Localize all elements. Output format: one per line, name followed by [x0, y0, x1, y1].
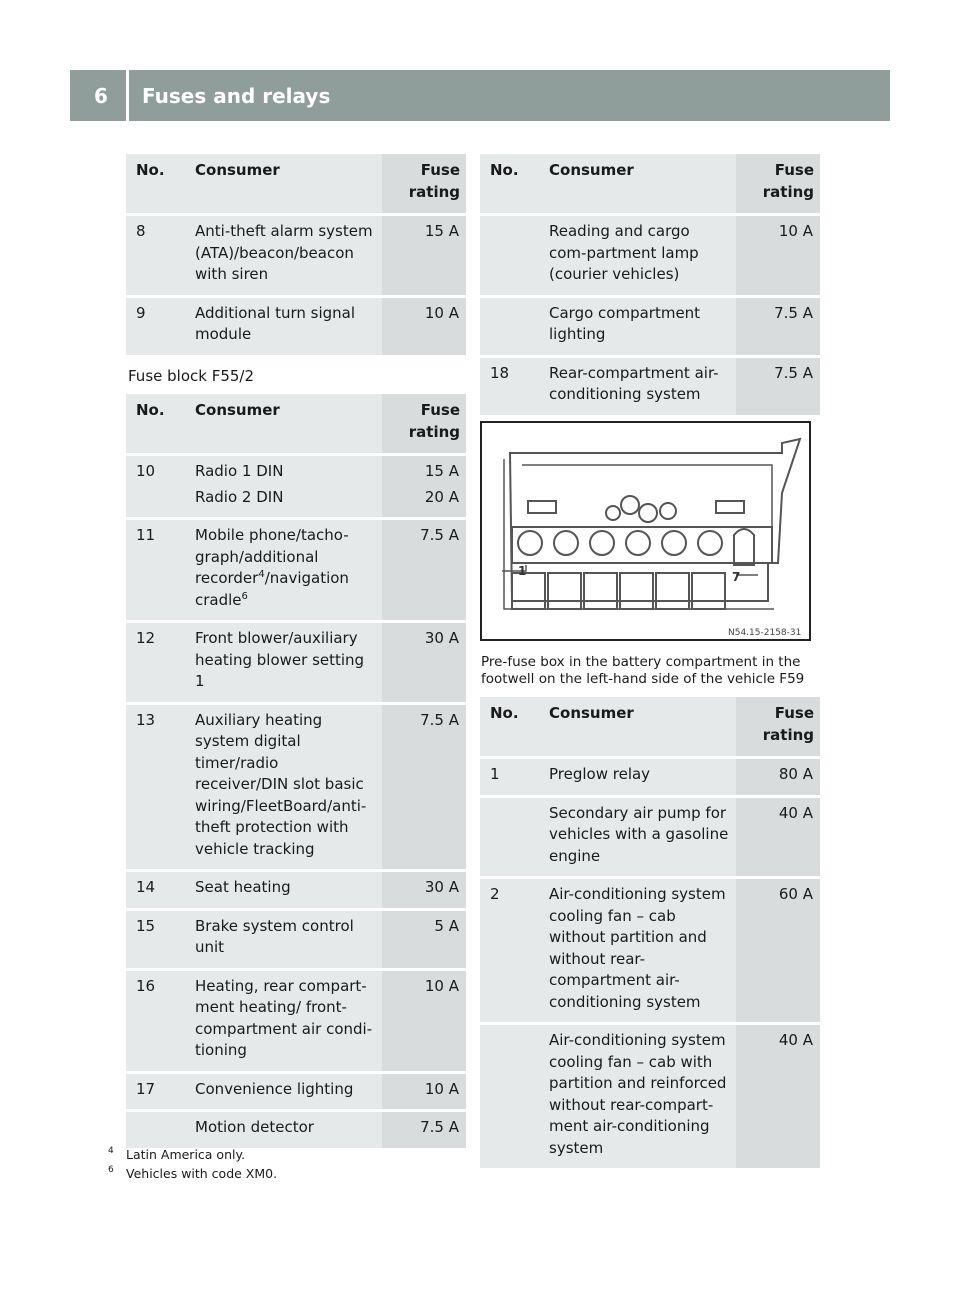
- fuse-consumer: Preglow relay: [539, 759, 736, 795]
- fuse-consumer: Additional turn signal module: [185, 298, 382, 355]
- figure-code: N54.15-2158-31: [728, 628, 802, 638]
- column-header-no: No.: [126, 154, 185, 213]
- fuse-consumer: Convenience lighting: [185, 1074, 382, 1110]
- column-header-consumer: Consumer: [185, 154, 382, 213]
- fuse-consumer: Auxiliary heating system digital timer/radio receiver/DIN slot basic wiring/FleetBoard/anti-theft protection with vehicle tracking: [185, 705, 382, 870]
- fuse-rating: 10 A: [382, 298, 466, 355]
- fuse-rating: 40 A: [736, 798, 820, 877]
- table-row: [126, 872, 466, 908]
- fuse-rating: 7.5 A: [382, 520, 466, 620]
- column-header-consumer: Consumer: [539, 154, 736, 213]
- column-header-fuse-rating: Fuse rating: [736, 697, 820, 756]
- section-title: Fuses and relays: [142, 84, 331, 108]
- header-divider: [126, 70, 129, 121]
- fuse-number: 8: [126, 216, 185, 295]
- column-header-consumer: Consumer: [539, 697, 736, 756]
- table-row: [480, 1025, 820, 1168]
- fuse-consumer: Air-conditioning system cooling fan – cab with partition and reinforced without rear-compart-ment air-conditioning system: [539, 1025, 736, 1168]
- column-header-fuse-rating: Fuse rating: [736, 154, 820, 213]
- fuse-number: 10: [126, 456, 185, 517]
- fuse-consumer: Rear-compartment air-conditioning system: [539, 358, 736, 415]
- fuse-rating: 60 A: [736, 879, 820, 1022]
- table-row: [480, 759, 820, 795]
- table-row: [126, 911, 466, 968]
- footnote-text: Latin America only.: [126, 1147, 246, 1162]
- fuse-consumer: Motion detector: [185, 1112, 382, 1148]
- callout-label-1: 1: [518, 564, 527, 578]
- fuse-rating: 10 A: [736, 216, 820, 295]
- fuse-consumer: Front blower/auxiliary heating blower setting 1: [185, 623, 382, 702]
- table-row: [480, 798, 820, 877]
- fuse-number: 16: [126, 971, 185, 1071]
- fuse-number: 18: [480, 358, 539, 415]
- table-header-row: [480, 697, 820, 756]
- table-row: [126, 1074, 466, 1110]
- callout-label-7: 7: [732, 570, 741, 584]
- fuse-rating: 7.5 A: [736, 298, 820, 355]
- table-row: [480, 358, 820, 415]
- fuse-number: [126, 1112, 185, 1148]
- fuse-consumer: Seat heating: [185, 872, 382, 908]
- footnote: [108, 1164, 277, 1183]
- footnote-text: Vehicles with code XM0.: [126, 1166, 278, 1181]
- fuse-table-f55-2: [126, 391, 466, 1151]
- fuse-consumer: Reading and cargo com-partment lamp (courier vehicles): [539, 216, 736, 295]
- fuse-number: 2: [480, 879, 539, 1022]
- fuse-rating: 7.5 A: [736, 358, 820, 415]
- table-row: [126, 298, 466, 355]
- page-number: 6: [94, 84, 108, 108]
- fuse-number: 1: [480, 759, 539, 795]
- column-header-no: No.: [480, 697, 539, 756]
- fuse-consumer: Heating, rear compart-ment heating/ front-compartment air condi-tioning: [185, 971, 382, 1071]
- fuse-consumer: Brake system control unit: [185, 911, 382, 968]
- table-row: [126, 456, 466, 517]
- column-header-fuse-rating: Fuse rating: [382, 394, 466, 453]
- footnote: [108, 1145, 277, 1164]
- column-header-no: No.: [480, 154, 539, 213]
- fuse-number: [480, 216, 539, 295]
- figure-caption: Pre-fuse box in the battery compartment in the footwell on the left-hand side of the vehicle F59: [481, 654, 805, 687]
- fuse-consumer: Secondary air pump for vehicles with a gasoline engine: [539, 798, 736, 877]
- table-header-row: [126, 394, 466, 453]
- table-row: [126, 520, 466, 620]
- table-row: [126, 971, 466, 1071]
- fuse-number: [480, 298, 539, 355]
- column-header-fuse-rating: Fuse rating: [382, 154, 466, 213]
- fuse-rating: 5 A: [382, 911, 466, 968]
- table-row: [480, 216, 820, 295]
- fuse-number: 17: [126, 1074, 185, 1110]
- fuse-box-drawing: [482, 423, 809, 639]
- pre-fuse-box-illustration: [480, 421, 811, 641]
- fuse-consumer: Mobile phone/tacho-graph/additional recorder$^4$/navigation cradle$^6$: [185, 520, 382, 620]
- fuse-number: 12: [126, 623, 185, 702]
- fuse-rating: 30 A: [382, 623, 466, 702]
- footnote-ref: 4: [258, 569, 265, 580]
- table-row: [480, 879, 820, 1022]
- fuse-number: 14: [126, 872, 185, 908]
- fuse-rating: 7.5 A: [382, 705, 466, 870]
- table-row: [126, 216, 466, 295]
- fuse-rating: 10 A: [382, 971, 466, 1071]
- fuse-number: [480, 1025, 539, 1168]
- fuse-rating: 7.5 A: [382, 1112, 466, 1148]
- table-row: [126, 623, 466, 702]
- fuse-rating: 30 A: [382, 872, 466, 908]
- column-header-no: No.: [126, 394, 185, 453]
- fuse-rating: 15 A 20 A: [382, 456, 466, 517]
- fuse-block-caption: Fuse block F55/2: [128, 367, 255, 385]
- fuse-rating: 15 A: [382, 216, 466, 295]
- fuse-number: 11: [126, 520, 185, 620]
- fuse-number: [480, 798, 539, 877]
- fuse-rating: 40 A: [736, 1025, 820, 1168]
- table-row: [126, 1112, 466, 1148]
- fuse-table-top-left: [126, 151, 466, 358]
- fuse-table-f59: [480, 694, 820, 1171]
- table-header-row: [480, 154, 820, 213]
- fuse-consumer: Anti-theft alarm system (ATA)/beacon/beacon with siren: [185, 216, 382, 295]
- column-header-consumer: Consumer: [185, 394, 382, 453]
- table-header-row: [126, 154, 466, 213]
- fuse-consumer: Air-conditioning system cooling fan – cab without partition and without rear-compartment air-conditioning system: [539, 879, 736, 1022]
- fuse-rating: 10 A: [382, 1074, 466, 1110]
- page-header: [70, 70, 890, 121]
- fuse-consumer: Cargo compartment lighting: [539, 298, 736, 355]
- footnotes: [108, 1145, 277, 1183]
- footnote-mark: 6: [108, 1165, 114, 1175]
- table-row: [480, 298, 820, 355]
- fuse-consumer: Radio 1 DIN Radio 2 DIN: [185, 456, 382, 517]
- footnote-mark: 4: [108, 1146, 114, 1156]
- fuse-number: 15: [126, 911, 185, 968]
- table-row: [126, 705, 466, 870]
- fuse-table-top-right: [480, 151, 820, 418]
- fuse-number: 9: [126, 298, 185, 355]
- footnote-ref: 6: [241, 590, 248, 602]
- fuse-number: 13: [126, 705, 185, 870]
- fuse-rating: 80 A: [736, 759, 820, 795]
